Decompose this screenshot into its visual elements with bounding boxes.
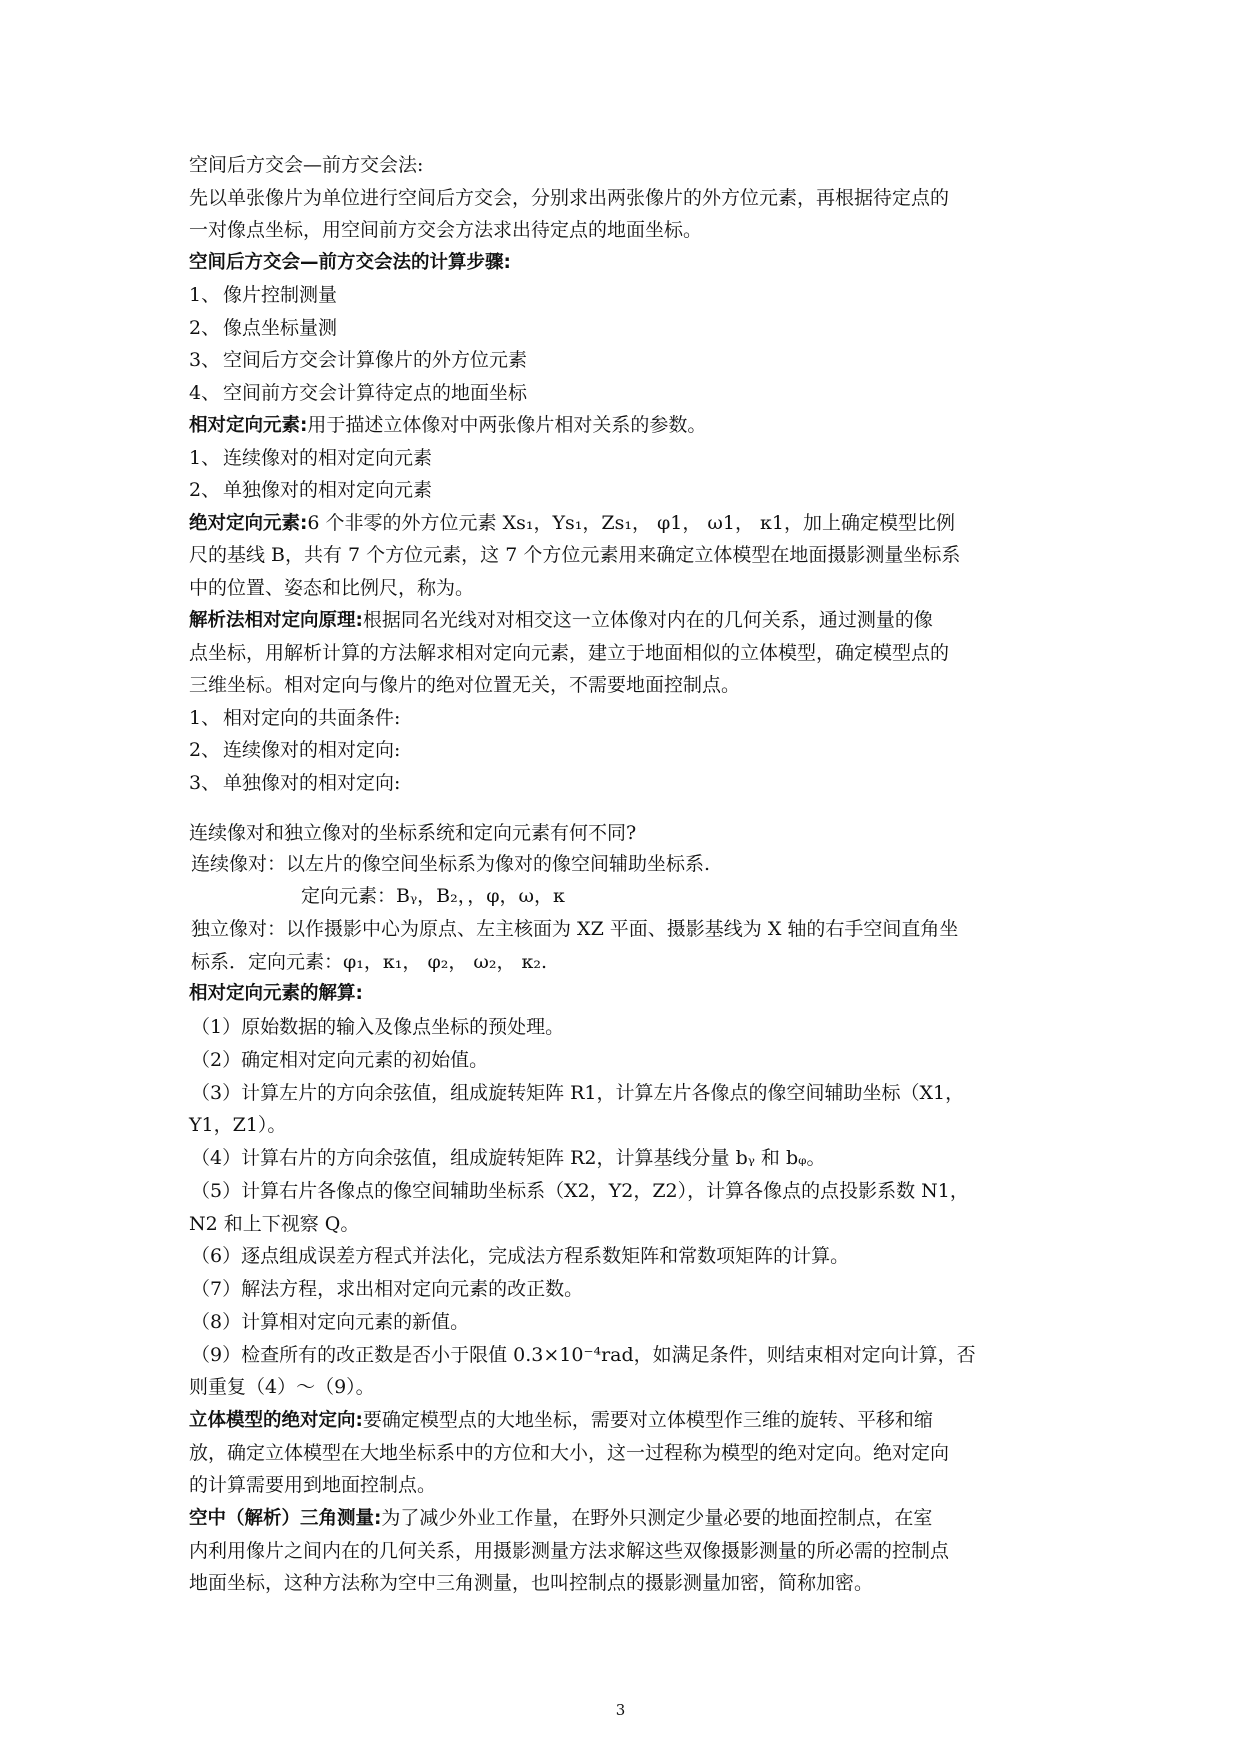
- item-number: 1、: [189, 707, 221, 729]
- paragraph-line: 的计算需要用到地面控制点。: [189, 1474, 437, 1496]
- definition-text: 要确定模型点的大地坐标，需要对立体模型作三维的旋转、平移和缩: [362, 1409, 933, 1431]
- paragraph-line: 三维坐标。相对定向与像片的绝对位置无关，不需要地面控制点。: [189, 674, 741, 696]
- paragraph-line: 地面坐标，这种方法称为空中三角测量，也叫控制点的摄影测量加密，简称加密。: [189, 1572, 874, 1594]
- paragraph-line: 内利用像片之间内在的几何关系，用摄影测量方法求解这些双像摄影测量的所必需的控制点: [189, 1540, 950, 1562]
- list-item: [189, 706, 400, 730]
- term-model-absolute-orientation: 立体模型的绝对定向:: [189, 1410, 363, 1431]
- solve-step: Y1，Z1）。: [189, 1114, 287, 1136]
- term-relative-orientation: 相对定向元素:: [189, 415, 308, 436]
- term-absolute-orientation: 绝对定向元素:: [189, 513, 308, 534]
- list-item: [189, 446, 432, 470]
- question-line: 连续像对和独立像对的坐标系统和定向元素有何不同?: [189, 822, 637, 844]
- item-text: 相对定向的共面条件:: [223, 707, 401, 729]
- item-number: 2、: [189, 479, 221, 501]
- model-absolute-orientation: [189, 1408, 933, 1433]
- paragraph-line: 放，确定立体模型在大地坐标系中的方位和大小，这一过程称为模型的绝对定向。绝对定向: [189, 1442, 950, 1464]
- item-text: 连续像对的相对定向:: [223, 739, 401, 761]
- solve-step: （9）检查所有的改正数是否小于限值 0.3×10⁻⁴rad，如满足条件，则结束相对定向计算，否: [191, 1344, 976, 1366]
- step-item: [189, 348, 527, 372]
- method-desc-line-1: 先以单张像片为单位进行空间后方交会，分别求出两张像片的外方位元素，再根据待定点的: [189, 187, 950, 209]
- definition-text: 用于描述立体像对中两张像片相对关系的参数。: [307, 414, 707, 436]
- page-number: 3: [615, 1701, 626, 1719]
- item-text: 单独像对的相对定向元素: [223, 479, 433, 501]
- step-text: 空间前方交会计算待定点的地面坐标: [223, 382, 528, 404]
- item-text: 连续像对的相对定向元素: [223, 447, 433, 469]
- paragraph-line: 中的位置、姿态和比例尺，称为。: [189, 577, 475, 599]
- paragraph-line: 点坐标，用解析计算的方法解求相对定向元素，建立于地面相似的立体模型，确定模型点的: [189, 642, 950, 664]
- step-number: 2、: [189, 317, 221, 339]
- list-item: [189, 771, 400, 795]
- continuous-pair-line: 连续像对：以左片的像空间坐标系为像对的像空间辅助坐标系.: [191, 853, 711, 875]
- item-number: 3、: [189, 772, 221, 794]
- independent-pair-line-1: 独立像对：以作摄影中心为原点、左主核面为 XZ 平面、摄影基线为 X 轴的右手空间直角坐: [191, 918, 959, 940]
- solve-step: （4）计算右片的方向余弦值，组成旋转矩阵 R2，计算基线分量 bᵧ 和 bᵩ。: [191, 1147, 826, 1169]
- solve-step: （8）计算相对定向元素的新值。: [191, 1311, 470, 1333]
- definition-text: 根据同名光线对对相交这一立体像对内在的几何关系，通过测量的像: [362, 609, 933, 631]
- definition-text: 6 个非零的外方位元素 Xs₁，Ys₁，Zs₁， φ1， ω1， κ1，加上确定模型比例: [307, 512, 956, 534]
- solve-step: （2）确定相对定向元素的初始值。: [191, 1049, 489, 1071]
- step-item: [189, 381, 527, 405]
- solve-step: （5）计算右片各像点的像空间辅助坐标系（X2，Y2，Z2），计算各像点的点投影系数 N1，: [191, 1180, 969, 1202]
- continuous-pair-elements: 定向元素：Bᵧ，B₂，，φ，ω，κ: [301, 885, 565, 907]
- solve-step: （7）解法方程，求出相对定向元素的改正数。: [191, 1278, 584, 1300]
- step-number: 3、: [189, 349, 221, 371]
- step-text: 空间后方交会计算像片的外方位元素: [223, 349, 528, 371]
- absolute-orientation-definition: [189, 511, 955, 536]
- item-number: 2、: [189, 739, 221, 761]
- aerotriangulation-definition: [189, 1506, 932, 1531]
- solve-heading: 相对定向元素的解算:: [189, 983, 363, 1004]
- step-number: 1、: [189, 284, 221, 306]
- step-item: [189, 316, 337, 340]
- heading-method: 空间后方交会—前方交会法:: [189, 154, 424, 176]
- list-item: [189, 478, 432, 502]
- solve-step: N2 和上下视察 Q。: [189, 1213, 360, 1235]
- definition-text: 为了减少外业工作量，在野外只测定少量必要的地面控制点，在室: [381, 1507, 933, 1529]
- solve-step: （3）计算左片的方向余弦值，组成旋转矩阵 R1，计算左片各像点的像空间辅助坐标（X1，: [191, 1082, 965, 1104]
- term-analytic-principle: 解析法相对定向原理:: [189, 610, 363, 631]
- step-text: 像点坐标量测: [223, 317, 338, 339]
- solve-step: 则重复（4）～（9）。: [189, 1376, 375, 1398]
- term-aerotriangulation: 空中（解析）三角测量:: [189, 1508, 382, 1529]
- step-item: [189, 283, 337, 307]
- paragraph-line: 尺的基线 B，共有 7 个方位元素，这 7 个方位元素用来确定立体模型在地面摄影测量坐标系: [189, 544, 961, 566]
- independent-pair-line-2: 标系．定向元素：φ₁，κ₁， φ₂， ω₂， κ₂.: [191, 951, 548, 973]
- list-item: [189, 738, 400, 762]
- analytic-principle-definition: [189, 608, 933, 633]
- step-text: 像片控制测量: [223, 284, 338, 306]
- steps-heading: 空间后方交会—前方交会法的计算步骤:: [189, 252, 511, 273]
- step-number: 4、: [189, 382, 221, 404]
- item-text: 单独像对的相对定向:: [223, 772, 401, 794]
- solve-step: （6）逐点组成误差方程式并法化，完成法方程系数矩阵和常数项矩阵的计算。: [191, 1245, 850, 1267]
- method-desc-line-2: 一对像点坐标，用空间前方交会方法求出待定点的地面坐标。: [189, 219, 703, 241]
- relative-orientation-definition: [189, 413, 706, 438]
- solve-step: （1）原始数据的输入及像点坐标的预处理。: [191, 1016, 565, 1038]
- item-number: 1、: [189, 447, 221, 469]
